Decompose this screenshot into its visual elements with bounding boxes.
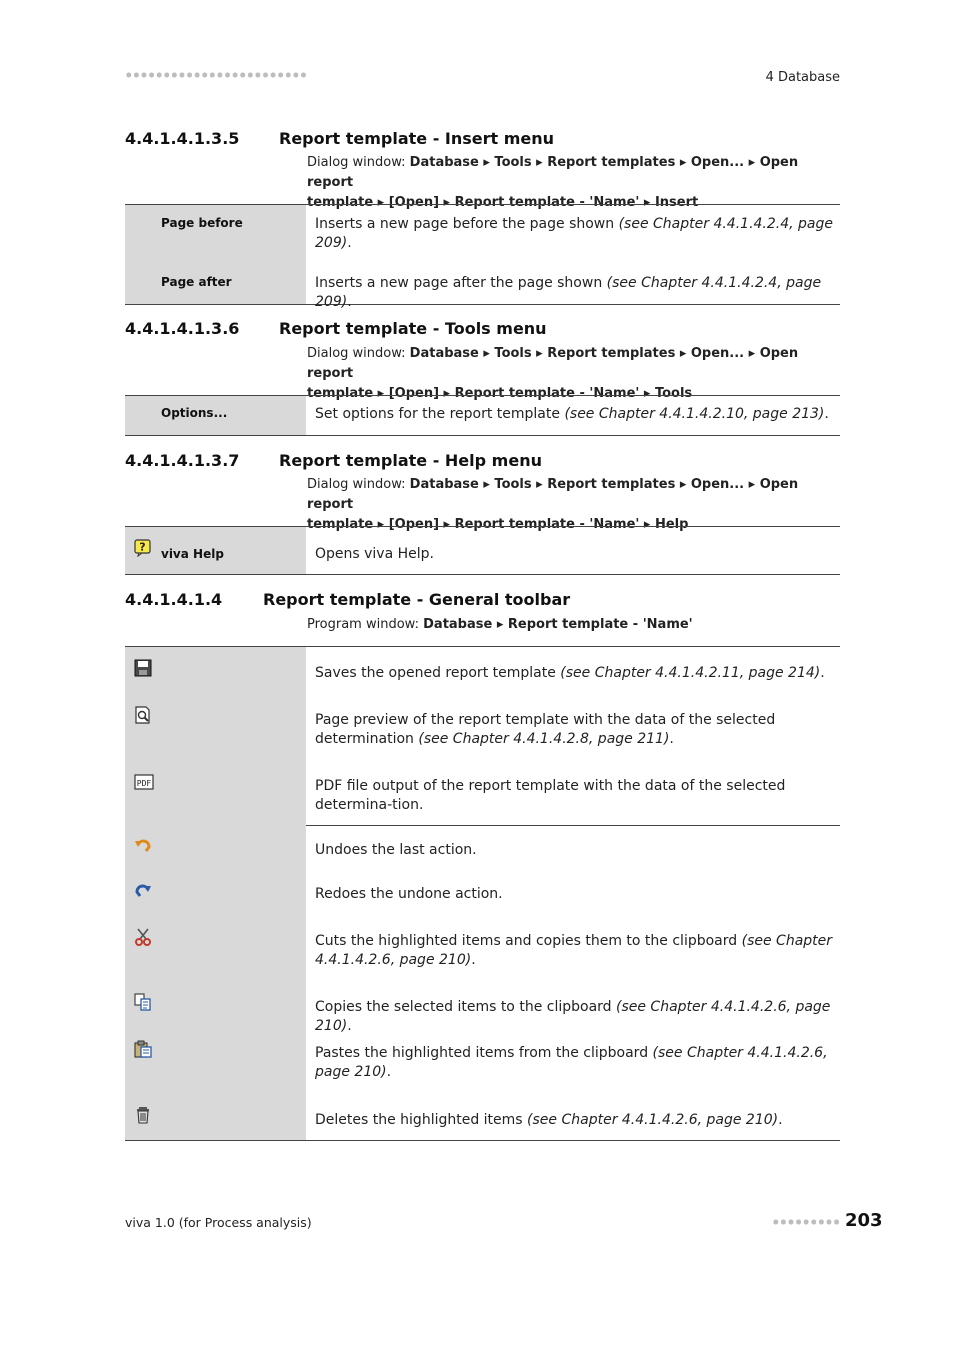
dialog-path: Dialog window: Database ▸ Tools ▸ Report templates ▸ Open... ▸ Open report template ▸ [Open] ▸ Report template - 'Name' ▸ Insert xyxy=(307,155,799,210)
section-title: Report template - Insert menu xyxy=(279,129,555,148)
save-icon xyxy=(134,659,152,677)
footer-dots xyxy=(772,1218,840,1226)
menu-table xyxy=(125,204,840,310)
cut-icon xyxy=(134,928,152,946)
menu-item-label: Page before xyxy=(161,216,243,230)
dialog-path: Dialog window: Database ▸ Tools ▸ Report templates ▸ Open... ▸ Open report template ▸ [Open] ▸ Report template - 'Name' ▸ Tools xyxy=(307,346,799,401)
toolbar-item-description: Cuts the highlighted items and copies them to the clipboard (see Chapter 4.4.1.4.2.6, page 210). xyxy=(315,933,833,968)
page-preview-icon xyxy=(134,706,152,724)
section-number: 4.4.1.4.1.4 xyxy=(125,590,223,609)
page-number: 203 xyxy=(845,1210,883,1231)
delete-icon xyxy=(134,1106,152,1124)
program-path: Program window: Database ▸ Report template - 'Name' xyxy=(307,617,693,632)
menu-item-label: Options... xyxy=(161,406,228,420)
menu-item-label: viva Help xyxy=(161,547,224,561)
help-icon xyxy=(134,539,152,557)
header-dots xyxy=(125,71,307,79)
toolbar-table xyxy=(125,646,840,826)
toolbar-item-description: Page preview of the report template with the data of the selected determination (see Chapter 4.4.1.4.2.8, page 211). xyxy=(315,712,776,747)
section-number: 4.4.1.4.1.3.6 xyxy=(125,319,240,338)
dialog-path: Dialog window: Database ▸ Tools ▸ Report templates ▸ Open... ▸ Open report template ▸ [Open] ▸ Report template - 'Name' ▸ Help xyxy=(307,477,799,532)
menu-item-description: Opens viva Help. xyxy=(315,546,434,562)
menu-item-description: Set options for the report template (see Chapter 4.4.1.4.2.10, page 213). xyxy=(315,406,829,422)
label-column xyxy=(125,825,306,1140)
section-number: 4.4.1.4.1.3.5 xyxy=(125,129,240,148)
label-column xyxy=(125,647,306,825)
section-title: Report template - General toolbar xyxy=(263,590,571,609)
menu-item-description: Inserts a new page before the page shown (see Chapter 4.4.1.4.2.4, page 209). xyxy=(315,216,834,251)
toolbar-item-description: PDF file output of the report template with the data of the selected determina-tion. xyxy=(315,778,786,813)
pdf-icon xyxy=(134,773,154,791)
chapter-header: 4 Database xyxy=(765,70,840,85)
section-number: 4.4.1.4.1.3.7 xyxy=(125,451,240,470)
toolbar-item-description: Undoes the last action. xyxy=(315,842,477,858)
menu-table xyxy=(125,526,840,575)
paste-icon xyxy=(134,1040,152,1058)
toolbar-item-description: Copies the selected items to the clipboard (see Chapter 4.4.1.4.2.6, page 210). xyxy=(315,999,831,1034)
menu-item-description: Inserts a new page after the page shown (see Chapter 4.4.1.4.2.4, page 209). xyxy=(315,275,822,310)
toolbar-table xyxy=(125,825,840,1141)
copy-icon xyxy=(134,993,152,1011)
svg-text:PDF: PDF xyxy=(136,779,152,788)
toolbar-item-description: Redoes the undone action. xyxy=(315,886,503,902)
section-title: Report template - Tools menu xyxy=(279,319,547,338)
undo-icon xyxy=(134,837,152,855)
toolbar-item-description: Deletes the highlighted items (see Chapter 4.4.1.4.2.6, page 210). xyxy=(315,1112,783,1128)
footer-product: viva 1.0 (for Process analysis) xyxy=(125,1215,312,1230)
toolbar-item-description: Pastes the highlighted items from the clipboard (see Chapter 4.4.1.4.2.6, page 210). xyxy=(315,1045,828,1080)
toolbar-item-description: Saves the opened report template (see Chapter 4.4.1.4.2.11, page 214). xyxy=(315,665,825,681)
redo-icon xyxy=(134,882,152,900)
menu-item-label: Page after xyxy=(161,275,232,289)
menu-table xyxy=(125,395,840,436)
svg-text:?: ? xyxy=(139,540,146,554)
section-title: Report template - Help menu xyxy=(279,451,542,470)
